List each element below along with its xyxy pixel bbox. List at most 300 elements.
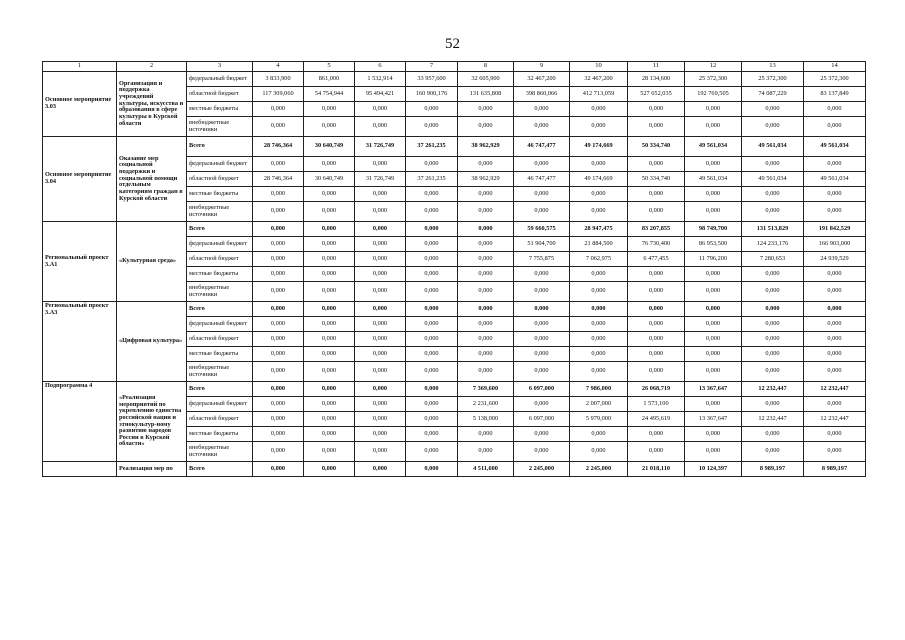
funding-source: местные бюджеты [187, 427, 253, 442]
amount-cell: 28 746,364 [253, 137, 304, 157]
amount-cell: 28 947,475 [570, 222, 628, 237]
funding-source: федеральный бюджет [187, 237, 253, 252]
amount-cell: 166 903,000 [804, 237, 866, 252]
amount-cell: 0,000 [570, 117, 628, 137]
amount-cell: 0,000 [804, 267, 866, 282]
amount-cell: 0,000 [355, 382, 406, 397]
funding-source: местные бюджеты [187, 267, 253, 282]
amount-cell: 0,000 [253, 202, 304, 222]
amount-cell: 0,000 [406, 302, 458, 317]
amount-cell: 0,000 [685, 317, 742, 332]
amount-cell: 0,000 [685, 332, 742, 347]
amount-cell: 0,000 [253, 317, 304, 332]
amount-cell: 0,000 [458, 317, 514, 332]
amount-cell: 0,000 [406, 157, 458, 172]
amount-cell: 0,000 [514, 317, 570, 332]
amount-cell: 0,000 [628, 187, 685, 202]
amount-cell: 0,000 [570, 332, 628, 347]
amount-cell: 49 561,034 [685, 137, 742, 157]
amount-cell: 0,000 [253, 332, 304, 347]
amount-cell: 0,000 [253, 222, 304, 237]
amount-cell: 50 334,740 [628, 172, 685, 187]
amount-cell: 0,000 [570, 157, 628, 172]
amount-cell: 0,000 [804, 117, 866, 137]
amount-cell: 0,000 [628, 102, 685, 117]
amount-cell: 0,000 [628, 362, 685, 382]
amount-cell: 0,000 [406, 222, 458, 237]
program-title: Реализация мер по [117, 462, 187, 477]
amount-cell: 0,000 [685, 427, 742, 442]
amount-cell: 0,000 [304, 427, 355, 442]
amount-cell: 59 660,575 [514, 222, 570, 237]
amount-cell: 0,000 [253, 397, 304, 412]
amount-cell: 13 367,647 [685, 382, 742, 397]
amount-cell: 49 561,034 [685, 172, 742, 187]
amount-cell: 124 233,176 [742, 237, 804, 252]
amount-cell: 0,000 [742, 157, 804, 172]
amount-cell: 0,000 [406, 382, 458, 397]
funding-source: федеральный бюджет [187, 317, 253, 332]
column-header: 10 [570, 62, 628, 72]
amount-cell: 38 962,929 [458, 172, 514, 187]
amount-cell: 76 730,400 [628, 237, 685, 252]
amount-cell: 0,000 [304, 102, 355, 117]
program-name [43, 462, 117, 477]
amount-cell: 0,000 [253, 187, 304, 202]
amount-cell: 31 726,749 [355, 172, 406, 187]
amount-cell: 12 232,447 [742, 412, 804, 427]
amount-cell: 0,000 [355, 317, 406, 332]
amount-cell: 0,000 [406, 237, 458, 252]
amount-cell: 0,000 [355, 282, 406, 302]
amount-cell: 0,000 [742, 362, 804, 382]
program-name: Региональный проект 3.А1 [43, 222, 117, 302]
amount-cell: 30 640,749 [304, 137, 355, 157]
amount-cell: 0,000 [304, 397, 355, 412]
amount-cell: 0,000 [804, 332, 866, 347]
amount-cell: 0,000 [406, 397, 458, 412]
program-name: Основное мероприятие 3.04 [43, 137, 117, 222]
amount-cell: 49 561,034 [804, 137, 866, 157]
amount-cell: 0,000 [742, 397, 804, 412]
funding-source: внебюджетные источники [187, 442, 253, 462]
amount-cell: 0,000 [685, 362, 742, 382]
funding-source: федеральный бюджет [187, 157, 253, 172]
table-row [43, 222, 866, 237]
table-row [43, 302, 866, 317]
amount-cell: 7 062,975 [570, 252, 628, 267]
program-title: Организация и поддержка учреждений культуры, искусства и образования в сфере культуры в Курской области [117, 72, 187, 137]
amount-cell: 0,000 [685, 267, 742, 282]
amount-cell: 74 087,229 [742, 87, 804, 102]
table-row [43, 462, 866, 477]
amount-cell: 0,000 [406, 202, 458, 222]
amount-cell: 0,000 [804, 202, 866, 222]
amount-cell: 2 245,000 [514, 462, 570, 477]
amount-cell: 26 068,719 [628, 382, 685, 397]
amount-cell: 0,000 [514, 347, 570, 362]
amount-cell: 0,000 [570, 302, 628, 317]
amount-cell: 32 467,200 [514, 72, 570, 87]
amount-cell: 13 367,647 [685, 412, 742, 427]
amount-cell: 0,000 [406, 427, 458, 442]
amount-cell: 24 495,619 [628, 412, 685, 427]
amount-cell: 0,000 [514, 102, 570, 117]
amount-cell: 0,000 [304, 317, 355, 332]
budget-table [42, 61, 866, 477]
column-header: 1 [43, 62, 117, 72]
amount-cell: 37 261,235 [406, 137, 458, 157]
amount-cell: 0,000 [742, 187, 804, 202]
amount-cell: 46 747,477 [514, 137, 570, 157]
column-header: 4 [253, 62, 304, 72]
funding-source: Всего [187, 222, 253, 237]
amount-cell: 0,000 [514, 332, 570, 347]
amount-cell: 0,000 [570, 187, 628, 202]
amount-cell: 0,000 [304, 267, 355, 282]
amount-cell: 30 640,749 [304, 172, 355, 187]
amount-cell: 0,000 [355, 252, 406, 267]
amount-cell: 0,000 [253, 102, 304, 117]
amount-cell: 0,000 [685, 157, 742, 172]
amount-cell: 0,000 [304, 382, 355, 397]
amount-cell: 0,000 [406, 442, 458, 462]
amount-cell: 0,000 [685, 187, 742, 202]
amount-cell: 0,000 [355, 362, 406, 382]
funding-source: Всего [187, 382, 253, 397]
funding-source: внебюджетные источники [187, 202, 253, 222]
program-title: «Реализация мероприятий по укреплению единства российской нации и этнокультур-ному развитию народов России в Курской области» [117, 382, 187, 462]
amount-cell: 49 561,034 [742, 137, 804, 157]
amount-cell: 0,000 [304, 442, 355, 462]
amount-cell: 0,000 [355, 187, 406, 202]
amount-cell: 0,000 [458, 442, 514, 462]
amount-cell: 2 245,000 [570, 462, 628, 477]
amount-cell: 0,000 [355, 332, 406, 347]
amount-cell: 117 309,060 [253, 87, 304, 102]
amount-cell: 398 860,066 [514, 87, 570, 102]
amount-cell: 160 900,176 [406, 87, 458, 102]
amount-cell: 0,000 [804, 362, 866, 382]
amount-cell: 25 372,300 [685, 72, 742, 87]
column-header: 8 [458, 62, 514, 72]
column-header: 6 [355, 62, 406, 72]
amount-cell: 11 796,200 [685, 252, 742, 267]
amount-cell: 0,000 [406, 332, 458, 347]
amount-cell: 131 513,829 [742, 222, 804, 237]
amount-cell: 0,000 [304, 332, 355, 347]
amount-cell: 0,000 [685, 302, 742, 317]
amount-cell: 0,000 [458, 157, 514, 172]
amount-cell: 21 884,500 [570, 237, 628, 252]
funding-source: федеральный бюджет [187, 397, 253, 412]
amount-cell: 0,000 [406, 282, 458, 302]
amount-cell: 7 755,875 [514, 252, 570, 267]
amount-cell: 0,000 [804, 282, 866, 302]
column-header: 12 [685, 62, 742, 72]
amount-cell: 0,000 [742, 282, 804, 302]
amount-cell: 0,000 [253, 362, 304, 382]
funding-source: Всего [187, 302, 253, 317]
amount-cell: 0,000 [742, 317, 804, 332]
amount-cell: 0,000 [742, 427, 804, 442]
amount-cell: 6 097,000 [514, 382, 570, 397]
amount-cell: 38 962,929 [458, 137, 514, 157]
amount-cell: 37 261,235 [406, 172, 458, 187]
amount-cell: 0,000 [355, 397, 406, 412]
funding-source: областной бюджет [187, 252, 253, 267]
amount-cell: 0,000 [514, 427, 570, 442]
amount-cell: 2 231,600 [458, 397, 514, 412]
program-name: Региональный проект 3.А3 [43, 302, 117, 382]
amount-cell: 0,000 [355, 267, 406, 282]
amount-cell: 0,000 [253, 157, 304, 172]
amount-cell: 98 749,700 [685, 222, 742, 237]
amount-cell: 0,000 [514, 442, 570, 462]
amount-cell: 0,000 [304, 202, 355, 222]
amount-cell: 0,000 [355, 302, 406, 317]
amount-cell: 412 713,059 [570, 87, 628, 102]
funding-source: внебюджетные источники [187, 117, 253, 137]
amount-cell: 0,000 [458, 102, 514, 117]
table-row [43, 72, 866, 87]
amount-cell: 49 174,669 [570, 172, 628, 187]
amount-cell: 0,000 [628, 347, 685, 362]
amount-cell: 1 573,100 [628, 397, 685, 412]
amount-cell: 0,000 [355, 202, 406, 222]
amount-cell: 0,000 [570, 267, 628, 282]
amount-cell: 0,000 [355, 412, 406, 427]
amount-cell: 0,000 [253, 462, 304, 477]
amount-cell: 0,000 [458, 347, 514, 362]
amount-cell: 0,000 [406, 412, 458, 427]
amount-cell: 0,000 [458, 222, 514, 237]
amount-cell: 0,000 [804, 102, 866, 117]
program-name: Основное мероприятие 3.03 [43, 72, 117, 137]
amount-cell: 0,000 [406, 317, 458, 332]
amount-cell: 0,000 [514, 157, 570, 172]
column-header: 5 [304, 62, 355, 72]
amount-cell: 0,000 [406, 267, 458, 282]
amount-cell: 0,000 [628, 202, 685, 222]
amount-cell: 0,000 [304, 412, 355, 427]
amount-cell: 0,000 [304, 157, 355, 172]
funding-source: областной бюджет [187, 172, 253, 187]
amount-cell: 0,000 [253, 382, 304, 397]
amount-cell: 0,000 [742, 347, 804, 362]
amount-cell: 0,000 [685, 117, 742, 137]
amount-cell: 0,000 [406, 187, 458, 202]
amount-cell: 0,000 [628, 332, 685, 347]
amount-cell: 0,000 [253, 267, 304, 282]
amount-cell: 0,000 [253, 302, 304, 317]
funding-source: областной бюджет [187, 87, 253, 102]
amount-cell: 0,000 [304, 187, 355, 202]
amount-cell: 0,000 [628, 267, 685, 282]
amount-cell: 0,000 [458, 362, 514, 382]
amount-cell: 7 280,653 [742, 252, 804, 267]
amount-cell: 0,000 [355, 117, 406, 137]
amount-cell: 0,000 [355, 442, 406, 462]
program-title: «Цифровая культура» [117, 302, 187, 382]
amount-cell: 5 979,000 [570, 412, 628, 427]
amount-cell: 5 138,000 [458, 412, 514, 427]
funding-source: внебюджетные источники [187, 362, 253, 382]
amount-cell: 0,000 [458, 202, 514, 222]
column-header: 9 [514, 62, 570, 72]
amount-cell: 0,000 [742, 442, 804, 462]
amount-cell: 0,000 [355, 157, 406, 172]
amount-cell: 0,000 [355, 427, 406, 442]
amount-cell: 0,000 [304, 347, 355, 362]
amount-cell: 131 635,808 [458, 87, 514, 102]
amount-cell: 0,000 [628, 157, 685, 172]
amount-cell: 0,000 [253, 117, 304, 137]
amount-cell: 0,000 [570, 347, 628, 362]
column-header: 7 [406, 62, 458, 72]
amount-cell: 0,000 [514, 187, 570, 202]
amount-cell: 0,000 [570, 202, 628, 222]
amount-cell: 0,000 [355, 102, 406, 117]
amount-cell: 0,000 [304, 237, 355, 252]
amount-cell: 0,000 [742, 117, 804, 137]
amount-cell: 0,000 [253, 237, 304, 252]
amount-cell: 0,000 [253, 252, 304, 267]
amount-cell: 0,000 [804, 427, 866, 442]
amount-cell: 31 726,749 [355, 137, 406, 157]
amount-cell: 86 953,500 [685, 237, 742, 252]
program-title: «Культурная среда» [117, 222, 187, 302]
amount-cell: 3 833,900 [253, 72, 304, 87]
amount-cell: 0,000 [742, 102, 804, 117]
amount-cell: 0,000 [685, 282, 742, 302]
amount-cell: 83 207,855 [628, 222, 685, 237]
funding-source: Всего [187, 462, 253, 477]
funding-source: местные бюджеты [187, 187, 253, 202]
amount-cell: 33 957,600 [406, 72, 458, 87]
amount-cell: 2 007,000 [570, 397, 628, 412]
amount-cell: 0,000 [304, 362, 355, 382]
column-header: 14 [804, 62, 866, 72]
amount-cell: 0,000 [458, 187, 514, 202]
amount-cell: 7 369,600 [458, 382, 514, 397]
amount-cell: 8 989,197 [804, 462, 866, 477]
amount-cell: 0,000 [804, 157, 866, 172]
amount-cell: 0,000 [253, 427, 304, 442]
amount-cell: 12 232,447 [804, 412, 866, 427]
amount-cell: 0,000 [628, 317, 685, 332]
amount-cell: 0,000 [685, 442, 742, 462]
amount-cell: 0,000 [685, 202, 742, 222]
page-number: 52 [445, 36, 460, 52]
amount-cell: 0,000 [804, 187, 866, 202]
amount-cell: 0,000 [304, 282, 355, 302]
amount-cell: 0,000 [742, 202, 804, 222]
amount-cell: 0,000 [804, 302, 866, 317]
amount-cell: 0,000 [253, 347, 304, 362]
amount-cell: 49 561,034 [804, 172, 866, 187]
amount-cell: 0,000 [304, 222, 355, 237]
amount-cell: 0,000 [570, 282, 628, 302]
funding-source: Всего [187, 137, 253, 157]
amount-cell: 0,000 [628, 117, 685, 137]
amount-cell: 12 232,447 [742, 382, 804, 397]
amount-cell: 32 605,900 [458, 72, 514, 87]
amount-cell: 7 986,000 [570, 382, 628, 397]
amount-cell: 0,000 [304, 117, 355, 137]
amount-cell: 6 097,000 [514, 412, 570, 427]
amount-cell: 0,000 [685, 102, 742, 117]
amount-cell: 54 754,944 [304, 87, 355, 102]
amount-cell: 0,000 [804, 397, 866, 412]
amount-cell: 46 747,477 [514, 172, 570, 187]
amount-cell: 6 477,455 [628, 252, 685, 267]
amount-cell: 0,000 [406, 117, 458, 137]
amount-cell: 0,000 [628, 282, 685, 302]
amount-cell: 0,000 [458, 302, 514, 317]
amount-cell: 0,000 [458, 117, 514, 137]
amount-cell: 0,000 [685, 397, 742, 412]
amount-cell: 0,000 [253, 442, 304, 462]
funding-source: областной бюджет [187, 332, 253, 347]
program-title: Оказание мер социальной поддержки и социальной помощи отдельным категориям граждан в Курской области [117, 137, 187, 222]
amount-cell: 0,000 [742, 302, 804, 317]
amount-cell: 0,000 [355, 347, 406, 362]
amount-cell: 83 137,849 [804, 87, 866, 102]
amount-cell: 25 372,300 [742, 72, 804, 87]
amount-cell: 0,000 [458, 237, 514, 252]
amount-cell: 0,000 [253, 412, 304, 427]
amount-cell: 0,000 [406, 102, 458, 117]
amount-cell: 0,000 [355, 462, 406, 477]
column-header-row [43, 62, 866, 72]
amount-cell: 0,000 [514, 397, 570, 412]
amount-cell: 0,000 [458, 252, 514, 267]
amount-cell: 49 561,034 [742, 172, 804, 187]
amount-cell: 0,000 [685, 347, 742, 362]
amount-cell: 861,000 [304, 72, 355, 87]
column-header: 3 [187, 62, 253, 72]
amount-cell: 12 232,447 [804, 382, 866, 397]
amount-cell: 0,000 [570, 442, 628, 462]
amount-cell: 49 174,669 [570, 137, 628, 157]
table-row [43, 137, 866, 157]
amount-cell: 95 494,421 [355, 87, 406, 102]
funding-source: местные бюджеты [187, 347, 253, 362]
amount-cell: 0,000 [304, 252, 355, 267]
amount-cell: 24 939,529 [804, 252, 866, 267]
column-header: 11 [628, 62, 685, 72]
column-header: 13 [742, 62, 804, 72]
amount-cell: 0,000 [458, 267, 514, 282]
amount-cell: 0,000 [570, 317, 628, 332]
amount-cell: 191 842,529 [804, 222, 866, 237]
amount-cell: 0,000 [628, 442, 685, 462]
amount-cell: 21 018,110 [628, 462, 685, 477]
amount-cell: 0,000 [570, 427, 628, 442]
amount-cell: 0,000 [304, 302, 355, 317]
amount-cell: 0,000 [804, 347, 866, 362]
table-row [43, 382, 866, 397]
amount-cell: 28 746,364 [253, 172, 304, 187]
funding-source: внебюджетные источники [187, 282, 253, 302]
amount-cell: 0,000 [570, 102, 628, 117]
amount-cell: 8 989,197 [742, 462, 804, 477]
amount-cell: 51 904,700 [514, 237, 570, 252]
amount-cell: 25 372,300 [804, 72, 866, 87]
amount-cell: 0,000 [406, 362, 458, 382]
amount-cell: 10 124,397 [685, 462, 742, 477]
